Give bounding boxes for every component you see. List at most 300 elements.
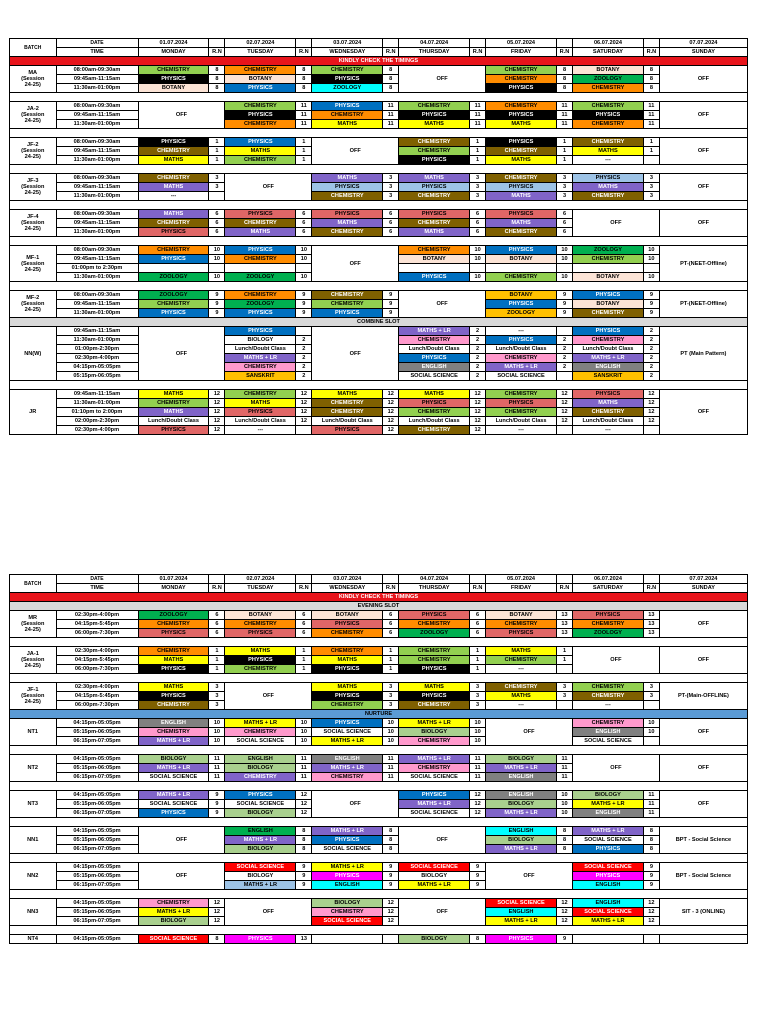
day-header: TUESDAY	[225, 584, 296, 593]
room-number: 9	[557, 300, 573, 309]
room-number: 1	[383, 656, 399, 665]
room-number: 2	[470, 363, 486, 372]
empty-rn	[643, 264, 659, 273]
room-number: 6	[383, 629, 399, 638]
room-number: 10	[557, 246, 573, 255]
subject-cell: Lunch/Doubt Class	[572, 417, 643, 426]
room-number: 8	[643, 75, 659, 84]
time-slot: 04:15pm-05:05pm	[56, 899, 138, 908]
subject-cell: BIOLOGY	[572, 791, 643, 800]
room-number: 8	[557, 836, 573, 845]
room-number: 12	[383, 908, 399, 917]
empty-cell	[572, 935, 643, 944]
row-gap	[10, 926, 748, 935]
room-number: 3	[557, 192, 573, 201]
subject-cell: ENGLISH	[486, 791, 557, 800]
subject-cell: PHYSICS	[138, 692, 209, 701]
time-slot: 04:15pm-05:05pm	[56, 827, 138, 836]
subject-cell: MATHS	[225, 399, 296, 408]
subject-cell: CHEMISTRY	[138, 728, 209, 737]
rn-header: R.N	[470, 48, 486, 57]
subject-cell: PHYSICS	[225, 111, 296, 120]
room-number: 12	[209, 899, 225, 908]
subject-cell: MATHS	[138, 408, 209, 417]
room-number: 9	[296, 863, 312, 872]
room-number: 12	[643, 917, 659, 926]
subject-cell: CHEMISTRY	[312, 701, 383, 710]
subject-cell: PHYSICS	[312, 836, 383, 845]
subject-cell: PHYSICS	[399, 692, 470, 701]
off-cell: OFF	[399, 291, 486, 318]
room-number: 9	[557, 291, 573, 300]
room-number: 6	[470, 228, 486, 237]
subject-cell: CHEMISTRY	[312, 408, 383, 417]
off-cell: OFF	[225, 174, 312, 201]
subject-cell: SOCIAL SCIENCE	[399, 809, 470, 818]
subject-cell: MATHS + LR	[399, 327, 470, 336]
subject-cell: MATHS	[138, 683, 209, 692]
subject-cell: ENGLISH	[572, 728, 643, 737]
room-number: 1	[296, 647, 312, 656]
batch-name: NN(W)	[10, 327, 57, 381]
subject-cell: MATHS + LR	[399, 800, 470, 809]
room-number: 8	[557, 827, 573, 836]
off-cell: OFF	[399, 899, 486, 926]
subject-cell: BIOLOGY	[486, 755, 557, 764]
off-cell: OFF	[399, 827, 486, 854]
sunday-cell: PT-(Main-OFFLINE)	[659, 683, 747, 710]
room-number: 1	[470, 147, 486, 156]
room-number: 13	[557, 611, 573, 620]
time-slot: 06:00pm-7:30pm	[56, 701, 138, 710]
subject-cell: Lunch/Doubt Class	[399, 417, 470, 426]
subject-cell: PHYSICS	[225, 408, 296, 417]
room-number	[296, 426, 312, 435]
room-number	[296, 327, 312, 336]
subject-cell: CHEMISTRY	[399, 737, 470, 746]
room-number: 1	[296, 665, 312, 674]
batch-name: JF-3 (Session 24-25)	[10, 174, 57, 201]
rn-header: R.N	[643, 48, 659, 57]
room-number: 8	[296, 75, 312, 84]
date-cell: 01.07.2024	[138, 575, 209, 584]
room-number: 11	[643, 102, 659, 111]
sunday-cell: OFF	[659, 611, 747, 638]
room-number: 3	[643, 192, 659, 201]
subject-cell: PHYSICS	[312, 692, 383, 701]
subject-cell: PHYSICS	[399, 354, 470, 363]
room-number: 2	[643, 327, 659, 336]
room-number: 12	[296, 390, 312, 399]
rn-header: R.N	[296, 48, 312, 57]
subject-cell: MATHS	[225, 147, 296, 156]
subject-cell: ---	[572, 426, 643, 435]
subject-cell: BOTANY	[572, 300, 643, 309]
day-header: THURSDAY	[399, 584, 470, 593]
room-number: 10	[383, 728, 399, 737]
subject-cell: MATHS + LR	[399, 755, 470, 764]
time-slot: 09:45am-11:15am	[56, 147, 138, 156]
off-cell: OFF	[399, 66, 486, 93]
empty-cell	[399, 264, 470, 273]
subject-cell: CHEMISTRY	[399, 219, 470, 228]
row-gap	[10, 890, 748, 899]
room-number: 2	[296, 363, 312, 372]
date-cell: 06.07.2024	[572, 39, 643, 48]
room-number: 2	[470, 372, 486, 381]
room-number: 10	[557, 791, 573, 800]
subject-cell: ENGLISH	[225, 827, 296, 836]
off-cell: OFF	[486, 863, 573, 890]
subject-cell: CHEMISTRY	[399, 147, 470, 156]
subject-cell: PHYSICS	[399, 210, 470, 219]
room-number: 12	[209, 908, 225, 917]
room-number: 2	[296, 336, 312, 345]
subject-cell: CHEMISTRY	[225, 120, 296, 129]
batch-name: MA (Session 24-25)	[10, 66, 57, 93]
off-cell: OFF	[572, 210, 659, 237]
subject-cell: CHEMISTRY	[486, 656, 557, 665]
sunday-cell: OFF	[659, 719, 747, 746]
subject-cell: CHEMISTRY	[486, 102, 557, 111]
subject-cell: SOCIAL SCIENCE	[312, 917, 383, 926]
row-gap	[10, 674, 748, 683]
subject-cell: CHEMISTRY	[312, 908, 383, 917]
subject-cell: PHYSICS	[399, 273, 470, 282]
subject-cell: ZOOLOGY	[399, 629, 470, 638]
rn-header: R.N	[383, 48, 399, 57]
time-slot: 11:30am-01:00pm	[56, 156, 138, 165]
subject-cell: PHYSICS	[312, 620, 383, 629]
subject-cell: CHEMISTRY	[399, 764, 470, 773]
sunday-cell: BPT - Social Science	[659, 827, 747, 854]
subject-cell: PHYSICS	[399, 183, 470, 192]
room-number: 1	[557, 138, 573, 147]
evening-slot-header: EVENING SLOT	[10, 602, 748, 611]
room-number: 12	[383, 390, 399, 399]
time-slot: 05:15pm-06:05pm	[56, 800, 138, 809]
room-number: 11	[470, 120, 486, 129]
rn-blank	[643, 39, 659, 48]
date-cell: 05.07.2024	[486, 39, 557, 48]
subject-cell: SOCIAL SCIENCE	[399, 773, 470, 782]
subject-cell: ZOOLOGY	[572, 75, 643, 84]
room-number: 9	[296, 872, 312, 881]
subject-cell: BOTANY	[572, 273, 643, 282]
room-number: 11	[296, 102, 312, 111]
subject-cell: CHEMISTRY	[572, 255, 643, 264]
room-number: 11	[209, 755, 225, 764]
subject-cell: PHYSICS	[399, 791, 470, 800]
subject-cell: ---	[572, 156, 643, 165]
subject-cell: CHEMISTRY	[138, 620, 209, 629]
subject-cell: PHYSICS	[225, 138, 296, 147]
subject-cell: PHYSICS	[399, 111, 470, 120]
subject-cell: MATHS	[486, 120, 557, 129]
day-header: MONDAY	[138, 48, 209, 57]
subject-cell: CHEMISTRY	[225, 728, 296, 737]
subject-cell: SOCIAL SCIENCE	[399, 863, 470, 872]
subject-cell: CHEMISTRY	[225, 665, 296, 674]
room-number: 8	[296, 845, 312, 854]
subject-cell: CHEMISTRY	[399, 408, 470, 417]
batch-name: NN2	[10, 863, 57, 890]
subject-cell: PHYSICS	[312, 426, 383, 435]
subject-cell: ZOOLOGY	[312, 84, 383, 93]
sunday-cell: OFF	[659, 390, 747, 435]
subject-cell: CHEMISTRY	[138, 399, 209, 408]
subject-cell: SOCIAL SCIENCE	[572, 737, 643, 746]
subject-cell: SOCIAL SCIENCE	[138, 800, 209, 809]
time-slot: 06:15pm-07:05pm	[56, 917, 138, 926]
room-number: 8	[557, 84, 573, 93]
subject-cell: CHEMISTRY	[138, 647, 209, 656]
subject-cell: PHYSICS	[225, 629, 296, 638]
subject-cell: BIOLOGY	[225, 764, 296, 773]
room-number: 2	[470, 354, 486, 363]
subject-cell: CHEMISTRY	[312, 291, 383, 300]
off-cell: OFF	[138, 327, 225, 381]
room-number: 3	[383, 174, 399, 183]
room-number: 8	[470, 935, 486, 944]
combine-slot-header: COMBINE SLOT	[10, 318, 748, 327]
subject-cell: SOCIAL SCIENCE	[572, 908, 643, 917]
subject-cell: CHEMISTRY	[138, 174, 209, 183]
row-gap	[10, 818, 748, 827]
subject-cell: MATHS + LR	[399, 881, 470, 890]
room-number: 12	[383, 417, 399, 426]
subject-cell: BIOLOGY	[225, 845, 296, 854]
subject-cell: BIOLOGY	[225, 872, 296, 881]
room-number: 1	[557, 656, 573, 665]
subject-cell: MATHS + LR	[312, 827, 383, 836]
subject-cell: MATHS	[486, 692, 557, 701]
room-number: 3	[209, 183, 225, 192]
subject-cell: PHYSICS	[572, 845, 643, 854]
subject-cell: BIOLOGY	[399, 728, 470, 737]
subject-cell: CHEMISTRY	[486, 147, 557, 156]
time-slot: 02:30pm-4:00pm	[56, 611, 138, 620]
room-number: 12	[383, 408, 399, 417]
room-number: 3	[383, 192, 399, 201]
subject-cell: BIOLOGY	[225, 336, 296, 345]
sunday-cell: PT-(NEET-Offline)	[659, 246, 747, 282]
subject-cell: PHYSICS	[572, 111, 643, 120]
subject-cell: PHYSICS	[399, 665, 470, 674]
subject-cell: CHEMISTRY	[399, 102, 470, 111]
time-slot: 04:15pm-05:05pm	[56, 863, 138, 872]
off-cell: OFF	[486, 719, 573, 746]
sunday-cell: OFF	[659, 66, 747, 93]
subject-cell: CHEMISTRY	[225, 620, 296, 629]
room-number: 11	[296, 764, 312, 773]
subject-cell: CHEMISTRY	[225, 66, 296, 75]
room-number: 12	[557, 390, 573, 399]
sunday-cell	[659, 935, 747, 944]
room-number: 6	[296, 611, 312, 620]
time-slot: 09:45am-11:15am	[56, 219, 138, 228]
subject-cell: ---	[486, 426, 557, 435]
subject-cell: PHYSICS	[138, 138, 209, 147]
room-number: 11	[470, 102, 486, 111]
subject-cell: PHYSICS	[399, 611, 470, 620]
room-number: 10	[470, 255, 486, 264]
room-number: 9	[643, 881, 659, 890]
room-number: 1	[557, 647, 573, 656]
room-number: 8	[209, 75, 225, 84]
subject-cell: CHEMISTRY	[138, 246, 209, 255]
empty-cell	[138, 264, 209, 273]
subject-cell: PHYSICS	[138, 255, 209, 264]
time-slot: 08:00am-09:30am	[56, 246, 138, 255]
subject-cell: MATHS + LR	[138, 791, 209, 800]
time-slot: 08:00am-09:30am	[56, 102, 138, 111]
subject-cell: MATHS	[138, 656, 209, 665]
room-number: 8	[296, 84, 312, 93]
room-number: 9	[383, 291, 399, 300]
subject-cell: MATHS	[572, 183, 643, 192]
time-slot: 05:15pm-06:05pm	[56, 872, 138, 881]
room-number: 6	[209, 228, 225, 237]
room-number: 8	[296, 827, 312, 836]
room-number: 1	[296, 656, 312, 665]
row-gap	[10, 782, 748, 791]
subject-cell: CHEMISTRY	[138, 147, 209, 156]
time-slot: 02:00pm-2:30pm	[56, 417, 138, 426]
room-number: 3	[557, 174, 573, 183]
subject-cell: CHEMISTRY	[225, 291, 296, 300]
room-number: 2	[643, 345, 659, 354]
room-number: 12	[643, 899, 659, 908]
subject-cell: PHYSICS	[225, 327, 296, 336]
subject-cell: MATHS	[572, 147, 643, 156]
off-cell: OFF	[312, 327, 399, 381]
day-header: THURSDAY	[399, 48, 470, 57]
room-number: 10	[209, 255, 225, 264]
room-number: 8	[643, 84, 659, 93]
room-number: 11	[383, 755, 399, 764]
room-number: 9	[383, 300, 399, 309]
room-number: 9	[209, 809, 225, 818]
batch-name: MF-1 (Session 24-25)	[10, 246, 57, 282]
room-number: 11	[557, 120, 573, 129]
subject-cell: PHYSICS	[312, 309, 383, 318]
room-number: 6	[209, 219, 225, 228]
room-number: 1	[470, 156, 486, 165]
sunday-cell: OFF	[659, 647, 747, 674]
room-number: 12	[383, 917, 399, 926]
room-number: 1	[209, 665, 225, 674]
room-number: 9	[643, 300, 659, 309]
room-number: 2	[470, 345, 486, 354]
room-number: 12	[470, 791, 486, 800]
subject-cell: ZOOLOGY	[486, 309, 557, 318]
subject-cell: MATHS + LR	[572, 827, 643, 836]
time-slot: 11:30am-01:00pm	[56, 120, 138, 129]
subject-cell: ZOOLOGY	[138, 291, 209, 300]
time-slot: 11:30am-01:00pm	[56, 84, 138, 93]
room-number: 3	[383, 683, 399, 692]
batch-name: NT3	[10, 791, 57, 818]
subject-cell: PHYSICS	[312, 210, 383, 219]
room-number: 11	[470, 755, 486, 764]
room-number: 9	[643, 291, 659, 300]
time-slot: 11:30am-01:00pm	[56, 228, 138, 237]
subject-cell: MATHS	[312, 120, 383, 129]
subject-cell: BOTANY	[225, 611, 296, 620]
subject-cell: CHEMISTRY	[138, 300, 209, 309]
subject-cell: PHYSICS	[138, 309, 209, 318]
room-number: 11	[470, 773, 486, 782]
date-cell: 07.07.2024	[659, 575, 747, 584]
sunday-cell: OFF	[659, 755, 747, 782]
time-slot: 04:15pm-05:05pm	[56, 719, 138, 728]
time-slot: 06:15pm-07:05pm	[56, 845, 138, 854]
subject-cell: ENGLISH	[486, 908, 557, 917]
subject-cell: PHYSICS	[486, 629, 557, 638]
room-number: 9	[557, 935, 573, 944]
subject-cell: Lunch/Doubt Class	[486, 345, 557, 354]
room-number: 12	[470, 800, 486, 809]
room-number: 8	[209, 66, 225, 75]
date-cell: 04.07.2024	[399, 39, 470, 48]
notice-bar: KINDLY CHECK THE TIMINGS	[10, 57, 748, 66]
subject-cell: MATHS	[225, 647, 296, 656]
room-number: 8	[383, 827, 399, 836]
room-number: 2	[643, 372, 659, 381]
room-number	[557, 327, 573, 336]
room-number: 10	[296, 273, 312, 282]
room-number: 6	[557, 219, 573, 228]
batch-name: NT2	[10, 755, 57, 782]
rn-blank	[470, 575, 486, 584]
subject-cell: CHEMISTRY	[399, 656, 470, 665]
room-number: 12	[470, 390, 486, 399]
subject-cell: SOCIAL SCIENCE	[399, 372, 470, 381]
room-number: 6	[209, 620, 225, 629]
subject-cell: PHYSICS	[312, 719, 383, 728]
subject-cell: Lunch/Doubt Class	[572, 345, 643, 354]
room-number: 1	[296, 156, 312, 165]
room-number: 12	[209, 417, 225, 426]
subject-cell: SOCIAL SCIENCE	[572, 836, 643, 845]
room-number: 6	[557, 228, 573, 237]
subject-cell: ZOOLOGY	[225, 273, 296, 282]
room-number: 10	[209, 273, 225, 282]
room-number: 13	[643, 629, 659, 638]
room-number	[557, 426, 573, 435]
subject-cell: BIOLOGY	[225, 809, 296, 818]
rn-blank	[557, 39, 573, 48]
subject-cell: CHEMISTRY	[312, 399, 383, 408]
subject-cell: BIOLOGY	[399, 935, 470, 944]
room-number: 1	[209, 647, 225, 656]
subject-cell: MATHS + LR	[225, 836, 296, 845]
subject-cell: SOCIAL SCIENCE	[312, 728, 383, 737]
time-slot: 06:15pm-07:05pm	[56, 809, 138, 818]
subject-cell: SOCIAL SCIENCE	[572, 863, 643, 872]
subject-cell: CHEMISTRY	[312, 647, 383, 656]
room-number: 12	[383, 399, 399, 408]
batch-name: JF-2 (Session 24-25)	[10, 138, 57, 165]
room-number: 10	[383, 737, 399, 746]
room-number: 11	[296, 773, 312, 782]
subject-cell: CHEMISTRY	[138, 66, 209, 75]
subject-cell: SOCIAL SCIENCE	[225, 863, 296, 872]
room-number: 12	[209, 408, 225, 417]
subject-cell: BIOLOGY	[486, 836, 557, 845]
room-number: 12	[557, 399, 573, 408]
